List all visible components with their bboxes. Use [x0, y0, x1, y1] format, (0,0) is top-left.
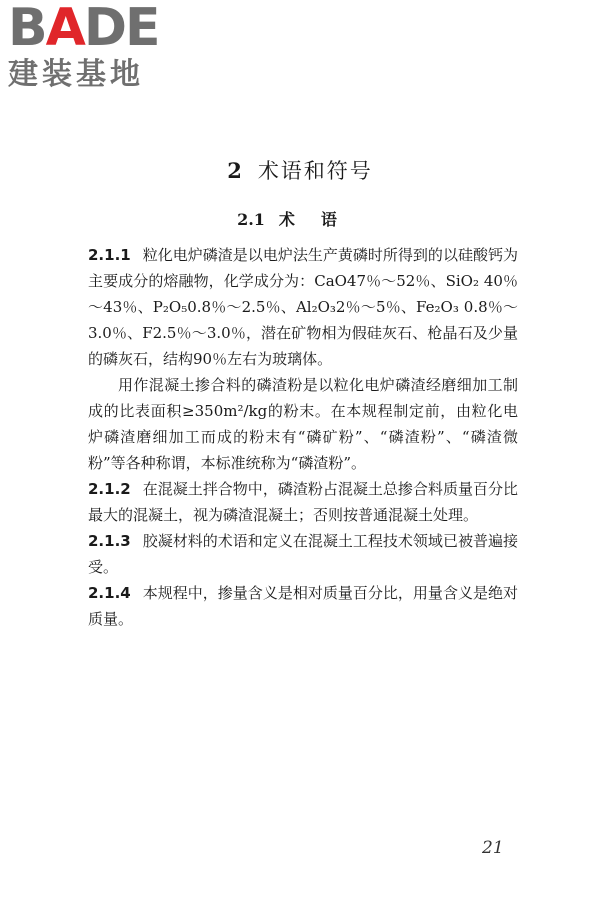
bade-logo: [8, 2, 178, 92]
clause-number: 2.1.3: [88, 532, 131, 550]
clause-2-1-1-continuation: [88, 372, 518, 476]
clause-2-1-2: [88, 476, 518, 528]
clause-text: 本规程中，掺量含义是相对质量百分比，用量含义是绝对质量。: [88, 584, 518, 628]
logo-wordmark: [8, 0, 178, 58]
clause-number: 2.1.2: [88, 480, 131, 498]
clause-2-1-4: [88, 580, 518, 632]
chapter-title-text: 术语和符号: [257, 159, 373, 183]
section-title-text: 术语: [278, 210, 363, 229]
logo-letter-a-accent: A: [45, 0, 84, 58]
clause-2-1-3: [88, 528, 518, 580]
chapter-title: [0, 155, 600, 185]
section-title: [0, 207, 600, 230]
section-number: 2.1: [237, 210, 265, 229]
clause-text: 在混凝土拌合物中，磷渣粉占混凝土总掺合料质量百分比最大的混凝土，视为磷渣混凝土；否则按普通混凝土处理。: [88, 480, 518, 524]
chapter-number: 2: [227, 158, 244, 183]
logo-subtitle: 建装基地: [8, 57, 144, 92]
clause-text: 用作混凝土掺合料的磷渣粉是以粒化电炉磷渣经磨细加工制成的比表面积≥350m²/kg的粉末。在本规程制定前，由粒化电炉磷渣磨细加工而成的粉末有“磷矿粉”、“磷渣粉”、“磷渣微粉”等各种称谓，本标准统称为“磷渣粉”。: [88, 376, 518, 472]
clause-number: 2.1.1: [88, 246, 131, 264]
clause-text: 胶凝材料的术语和定义在混凝土工程技术领域已被普遍接受。: [88, 532, 518, 576]
clauses-body: [88, 242, 518, 632]
clause-text: 粒化电炉磷渣是以电炉法生产黄磷时所得到的以硅酸钙为主要成分的熔融物，化学成分为：CaO47％～52％、SiO₂ 40％～43％、P₂O₅0.8％～2.5％、Al₂O₃2％～5％、Fe₂O₃ 0.8％～3.0％、F2.5％～3.0％，潜在矿物相为假硅灰石、枪晶石及少量的磷灰石，结构90％左右为玻璃体。: [88, 246, 518, 368]
logo-letter-b: B: [8, 0, 46, 58]
clause-2-1-1: [88, 242, 518, 372]
clause-number: 2.1.4: [88, 584, 131, 602]
page-number: 21: [482, 838, 504, 858]
logo-letters-de: DE: [83, 0, 159, 58]
